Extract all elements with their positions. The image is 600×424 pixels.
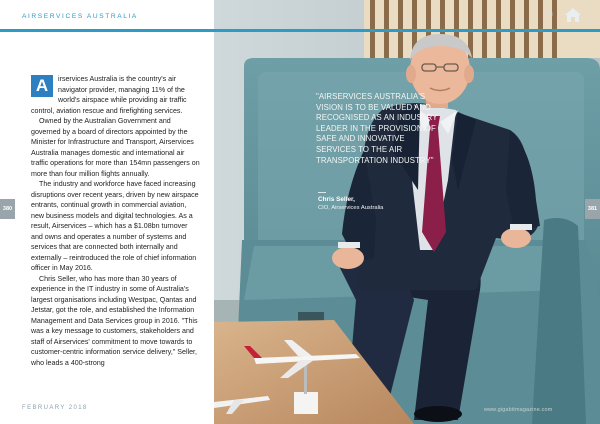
article-paragraph-3: The industry and workforce have faced increasing disruptions over recent years, driven by new airspace entrants, continual growth in commercial aviation, new business models and digital technologies. As a result, Airservices – which has a $1.08bn turnover and owns and operates a number of systems and services that are connected both internally and externally – reintroduced the role of chief information officer in May 2016. <box>31 180 199 272</box>
article-paragraph-2: Owned by the Australian Government and governed by a board of directors appointed by the Minister for Infrastructure and Transport, Airservices Australia manages domestic and international air traffic operations for more than 154mn passengers on more than four million flights annually. <box>31 117 200 178</box>
article-paragraph-4: Chris Seller, who has more than 30 years of experience in the IT industry in some of Australia's largest organisations including Westpac, Qantas and Jetstar, got the role, and established the Information Management and Data Services group in 2016. "This was a key message to customers, stakeholders and staff of Airservices' commitment to move towards to customer-centric information service delivery," Seller, who leads a 400-strong <box>31 274 198 367</box>
website-url[interactable]: www.gigabitmagazine.com <box>484 407 553 413</box>
pull-quote-rule <box>318 192 326 193</box>
left-page <box>0 0 214 424</box>
pull-quote-name: Chris Seller, <box>318 196 355 203</box>
header-rule-left <box>0 29 214 32</box>
portrait-photo <box>214 0 600 424</box>
home-icon[interactable] <box>564 7 582 23</box>
pull-quote-role: CIO, Airservices Australia <box>318 205 384 211</box>
header-rule-right <box>214 29 600 32</box>
issue-date: FEBRUARY 2018 <box>22 405 88 411</box>
page-number-right[interactable]: 381 <box>585 199 600 219</box>
article-body <box>31 74 201 368</box>
running-head: AIRSERVICES AUSTRALIA <box>22 13 138 20</box>
drop-cap: A <box>31 75 53 97</box>
page-number-left[interactable]: 380 <box>0 199 15 219</box>
right-folio-small: 38 <box>546 12 553 18</box>
portrait-illustration <box>214 0 600 424</box>
pull-quote: "AIRSERVICES AUSTRALIA'S VISION IS TO BE VALUED AND RECOGNISED AS AN INDUSTRY LEADER IN THE PROVISION OF SAFE AND INNOVATIVE SERVICES TO THE AIR TRANSPORTATION INDUSTRY" <box>316 92 438 165</box>
article-paragraph-1: irservices Australia is the country's air navigator provider, managing 11% of the world's airspace while providing air traffic control, aviation rescue and firefighting services. <box>31 75 187 115</box>
